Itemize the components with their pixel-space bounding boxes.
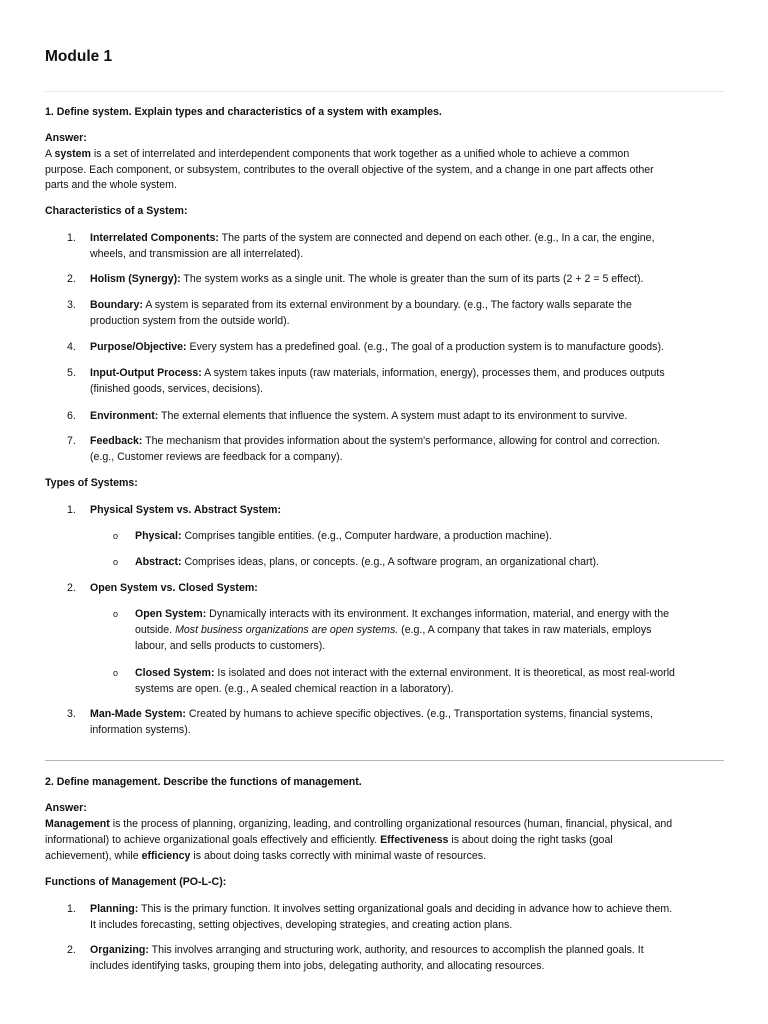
page-title: Module 1 <box>45 48 113 65</box>
types-heading: Types of Systems: <box>45 477 138 489</box>
management-definition-line: Management is the process of planning, organizing, leading, and controlling organizational resources (human, financial, physical, and <box>45 818 673 830</box>
characteristics-heading: Characteristics of a System: <box>45 205 188 217</box>
question-1-heading: 1. Define system. Explain types and characteristics of a system with examples. <box>45 106 442 118</box>
question-2-heading: 2. Define management. Describe the functions of management. <box>45 776 362 788</box>
system-definition-line: purpose. Each component, or subsystem, contributes to the overall objective of the system, and a change in one part affects other <box>45 164 654 176</box>
divider <box>45 91 724 92</box>
section-divider <box>45 760 724 761</box>
management-definition-line: achievement), while efficiency is about doing tasks correctly with minimal waste of resources. <box>45 850 487 862</box>
functions-heading: Functions of Management (PO-L-C): <box>45 876 227 888</box>
document-page: Module 1 1. Define system. Explain types and characteristics of a system with examples. Answer: A system is a set of interrelated and interdependent components that work together as a unified whole to achieve a common purpose. Each component, or subsystem, contributes to the overall objective of the system, and a change in one part affects other parts and the whole system. Characteristics of a System: 1. Interrelated Components: The parts of the system are connected and depend on each other. (e.g., In a car, the engine, wheels, and transmission are all interrelated). 2. Holism (Synergy): The system works as a single unit. The whole is greater than the sum of its parts (2 + 2 = 5 effect). 3. Boundary: A system is separated from its external environment by a boundary. (e.g., The factory walls separate the production system from the outside world). 4. Purpose/Objective: Every system has a predefined goal. (e.g., The goal of a production system is to manufacture goods). 5. Input-Output Process: A system takes inputs (raw materials, information, energy), processes them, and produces outputs (finished goods, services, decisions). 6. Environment: The external elements that influence the system. A system must adapt to its environment to survive. 7. Feedback: The mechanism that provides information about the system's performance, allowing for control and correction. (e.g., Customer reviews are feedback for a company). Types of Systems: 1. Physical System vs. Abstract System: o Physical: Comprises tangible entities. (e.g., Computer hardware, a production machine). o Abstract: Comprises ideas, plans, or concepts. (e.g., A software program, an organizational chart). 2. Open System vs. Closed System: o Open System: Dynamically interacts with its environment. It exchanges information, material, and energy with the outside. Most business organizations are open systems. (e.g., A company that takes in raw materials, employs labour, and sells products to customers). o Closed System: Is isolated and does not interact with the external environment. It is theoretical, as most real-world systems are open. (e.g., A sealed chemical reaction in a laboratory). 3. Man-Made System: Created by humans to achieve specific objectives. (e.g., Transportation systems, financial systems, information systems). 2. Define management. Describe the functions of management. Answer: Management is the process of planning, organizing, leading, and controlling organizational resources (human, financial, physical, and informational) to achieve organizational goals effectively and efficiently. Effectiveness is about doing the right tasks (goal achievement), while efficiency is about doing tasks correctly with minimal waste of resources. Functions of Management (PO-L-C): 1. Planning: This is the primary function. It involves setting organizational goals and deciding in advance how to achieve them. It includes forecasting, setting objectives, developing strategies, and creating action plans. 2. Organizing: This involves arranging and structuring work, authority, and resources to accomplish the planned goals. It includes identifying tasks, grouping them into jobs, delegating authority, and allocating resources. <box>0 0 768 1024</box>
answer-label: Answer: <box>45 132 87 144</box>
system-definition-line: A system is a set of interrelated and interdependent components that work together as a unified whole to achieve a common <box>45 148 630 160</box>
management-definition-line: informational) to achieve organizational goals effectively and efficiently. Effectiveness is about doing the right tasks (goal <box>45 834 613 846</box>
system-definition-line: parts and the whole system. <box>45 179 177 191</box>
answer-label: Answer: <box>45 802 87 814</box>
